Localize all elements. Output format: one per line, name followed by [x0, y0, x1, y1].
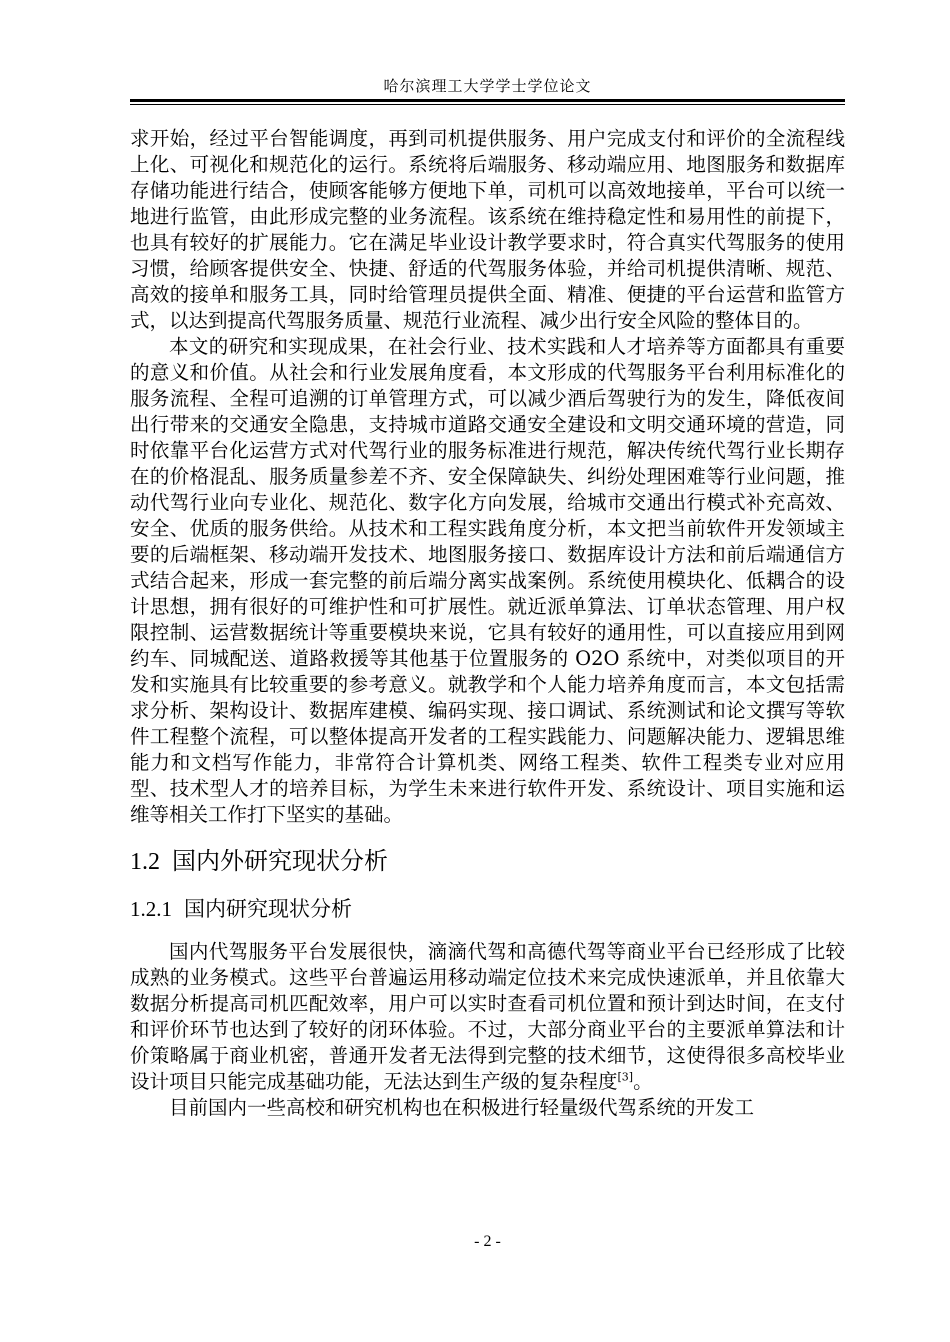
paragraph-continued: 求开始，经过平台智能调度，再到司机提供服务、用户完成支付和评价的全流程线上化、可视化和规范化的运行。系统将后端服务、移动端应用、地图服务和数据库存储功能进行结合，使顾客能够方便地下单，司机可以高效地接单，平台可以统一地进行监管，由此形成完整的业务流程。该系统在维持稳定性和易用性的前提下，也具有较好的扩展能力。它在满足毕业设计教学要求时，符合真实代驾服务的使用习惯，给顾客提供安全、快捷、舒适的代驾服务体验，并给司机提供清晰、规范、高效的接单和服务工具，同时给管理员提供全面、精准、便捷的平台运营和监管方式，以达到提高代驾服务质量、规范行业流程、减少出行安全风险的整体目的。 — [130, 127, 845, 332]
subsection-number: 1.2.1 — [130, 897, 172, 921]
header-rule-thin — [130, 104, 845, 105]
section-title: 国内外研究现状分析 — [172, 847, 388, 875]
paragraph-domestic-research: 目前国内一些高校和研究机构也在积极进行轻量级代驾系统的开发工 — [169, 1096, 755, 1119]
citation-ref: [3] — [617, 1070, 634, 1084]
paragraph-domestic-text: 国内代驾服务平台发展很快，滴滴代驾和高德代驾等商业平台已经形成了比较成熟的业务模式。这些平台普遍运用移动端定位技术来完成快速派单，并且依靠大数据分析提高司机匹配效率，用户可以实时查看司机位置和预计到达时间，在支付和评价环节也达到了较好的闭环体验。不过，大部分商业平台的主要派单算法和计价策略属于商业机密，普通开发者无法得到完整的技术细节，这使得很多高校毕业设计项目只能完成基础功能，无法达到生产级的复杂程度 — [130, 940, 845, 1093]
subsection-heading — [130, 893, 845, 925]
section-heading — [130, 844, 845, 879]
section-number: 1.2 — [130, 849, 160, 875]
paragraph-significance: 本文的研究和实现成果，在社会行业、技术实践和人才培养等方面都具有重要的意义和价值。从社会和行业发展角度看，本文形成的代驾服务平台利用标准化的服务流程、全程可追溯的订单管理方式，可以减少酒后驾驶行为的发生，降低夜间出行带来的交通安全隐患，支持城市道路交通安全建设和文明交通环境的营造，同时依靠平台化运营方式对代驾行业的服务标准进行规范，解决传统代驾行业长期存在的价格混乱、服务质量参差不齐、安全保障缺失、纠纷处理困难等行业问题，推动代驾行业向专业化、规范化、数字化方向发展，给城市交通出行模式补充高效、安全、优质的服务供给。从技术和工程实践角度分析，本文把当前软件开发领域主要的后端框架、移动端开发技术、地图服务接口、数据库设计方法和前后端通信方式结合起来，形成一套完整的前后端分离实战案例。系统使用模块化、低耦合的设计思想，拥有很好的可维护性和可扩展性。就近派单算法、订单状态管理、用户权限控制、运营数据统计等重要模块来说，它具有较好的通用性，可以直接应用到网约车、同城配送、道路救援等其他基于位置服务的 O2O 系统中，对类似项目的开发和实施具有比较重要的参考意义。就教学和个人能力培养角度而言，本文包括需求分析、架构设计、数据库建模、编码实现、接口调试、系统测试和论文撰写等软件工程整个流程，可以整体提高开发者的工程实践能力、问题解决能力、逻辑思维能力和文档写作能力，非常符合计算机类、网络工程类、软件工程类专业对应用型、技术型人才的培养目标，为学生未来进行软件开发、系统设计、项目实施和运维等相关工作打下坚实的基础。 — [130, 335, 845, 826]
running-header: 哈尔滨理工大学学士学位论文 — [383, 77, 592, 95]
paragraph-domestic-platforms — [130, 939, 845, 1095]
paragraph-domestic-end: 。 — [633, 1070, 653, 1093]
header-rule-thick — [130, 99, 845, 102]
page-number: - 2 - — [474, 1233, 501, 1250]
page-body — [130, 126, 845, 1121]
subsection-title: 国内研究现状分析 — [184, 897, 352, 921]
